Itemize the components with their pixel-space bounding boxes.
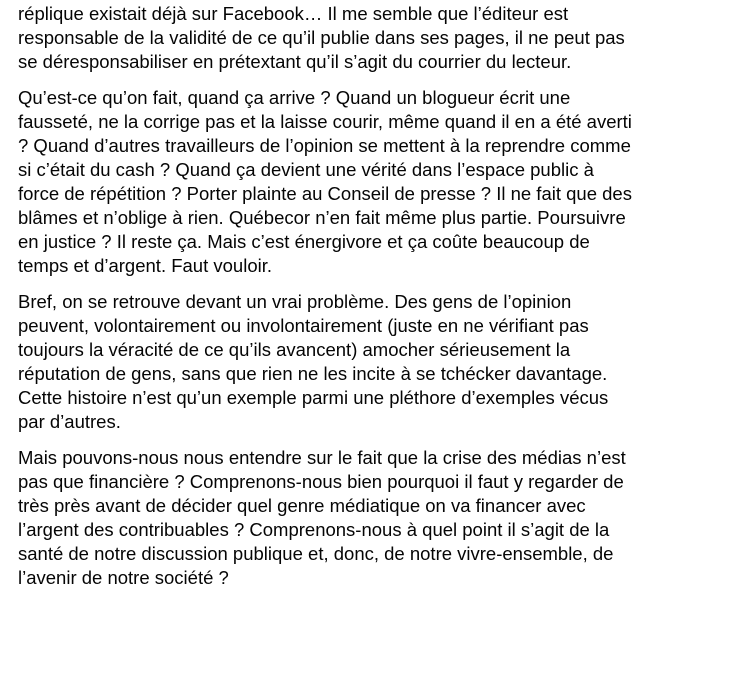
post-paragraph-3 <box>18 290 740 434</box>
post-paragraph-1 <box>18 2 740 74</box>
text-line: fausseté, ne la corrige pas et la laisse courir, même quand il en a été averti <box>18 111 632 132</box>
text-line: santé de notre discussion publique et, donc, de notre vivre-ensemble, de <box>18 543 614 564</box>
text-line: en justice ? Il reste ça. Mais c’est énergivore et ça coûte beaucoup de <box>18 231 590 252</box>
text-line: blâmes et n’oblige à rien. Québecor n’en fait même plus partie. Poursuivre <box>18 207 626 228</box>
text-line: l’argent des contribuables ? Comprenons-nous à quel point il s’agit de la <box>18 519 610 540</box>
post-paragraph-2 <box>18 86 740 278</box>
post-paragraph-4 <box>18 446 740 590</box>
text-line: Cette histoire n’est qu’un exemple parmi une pléthore d’exemples vécus <box>18 387 609 408</box>
text-line: toujours la véracité de ce qu’ils avancent) amocher sérieusement la <box>18 339 571 360</box>
text-line: responsable de la validité de ce qu’il publie dans ses pages, il ne peut pas <box>18 27 625 48</box>
text-line: si c’était du cash ? Quand ça devient une vérité dans l’espace public à <box>18 159 594 180</box>
text-line: peuvent, volontairement ou involontairement (juste en ne vérifiant pas <box>18 315 589 336</box>
text-line: réputation de gens, sans que rien ne les incite à se tchécker davantage. <box>18 363 608 384</box>
text-line: Qu’est-ce qu’on fait, quand ça arrive ? Quand un blogueur écrit une <box>18 87 571 108</box>
text-line: se déresponsabiliser en prétextant qu’il s’agit du courrier du lecteur. <box>18 51 572 72</box>
text-line: par d’autres. <box>18 411 121 432</box>
text-line: Mais pouvons-nous nous entendre sur le fait que la crise des médias n’est <box>18 447 626 468</box>
text-line: Bref, on se retrouve devant un vrai problème. Des gens de l’opinion <box>18 291 572 312</box>
text-line: très près avant de décider quel genre médiatique on va financer avec <box>18 495 586 516</box>
text-line: l’avenir de notre société ? <box>18 567 229 588</box>
text-line: réplique existait déjà sur Facebook… Il me semble que l’éditeur est <box>18 3 569 24</box>
post-body <box>18 2 740 602</box>
text-line: temps et d’argent. Faut vouloir. <box>18 255 272 276</box>
text-line: pas que financière ? Comprenons-nous bien pourquoi il faut y regarder de <box>18 471 624 492</box>
text-line: force de répétition ? Porter plainte au Conseil de presse ? Il ne fait que des <box>18 183 632 204</box>
text-line: ? Quand d’autres travailleurs de l’opinion se mettent à la reprendre comme <box>18 135 631 156</box>
